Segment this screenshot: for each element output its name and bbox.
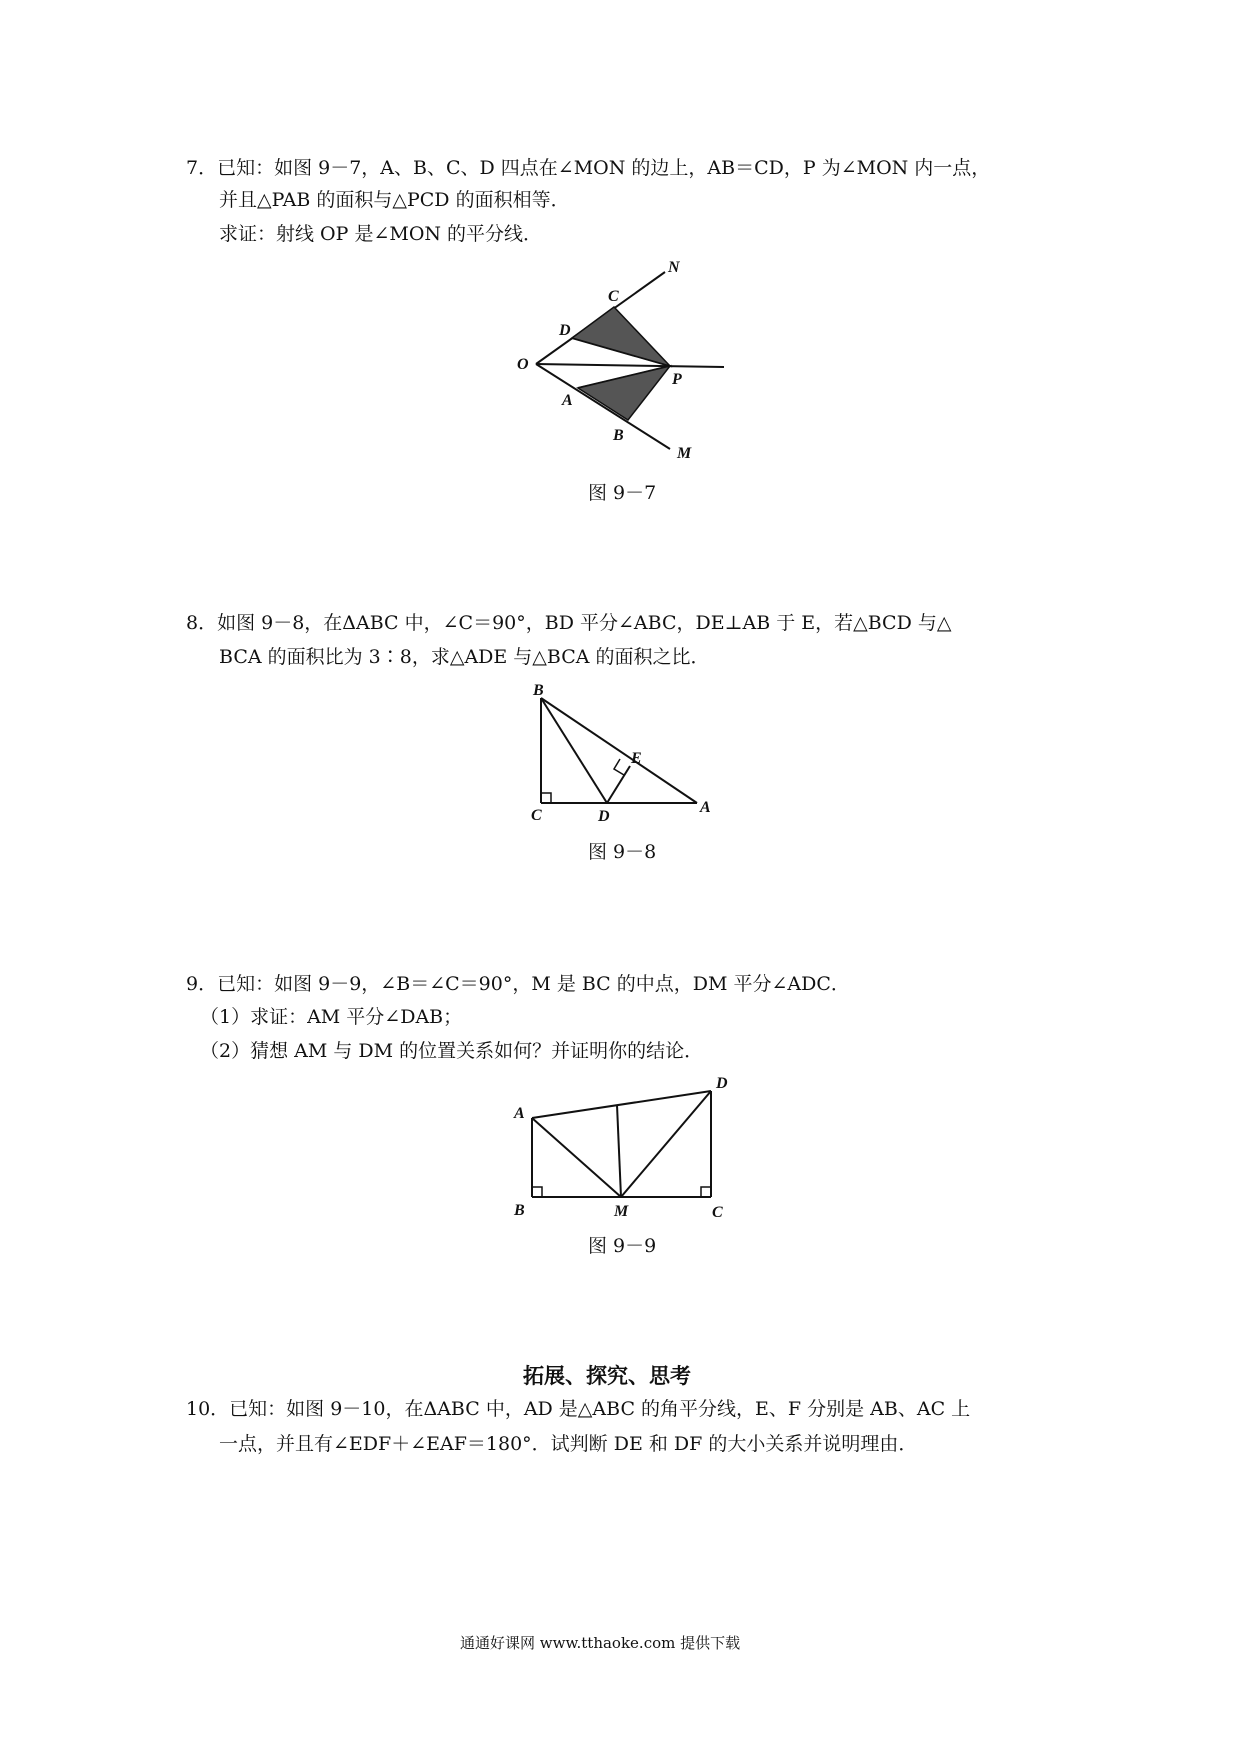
label-N: N [668, 259, 680, 276]
label-D: D [559, 322, 571, 339]
figure-9-7-caption: 图 9－7 [588, 482, 657, 504]
segment-mn [617, 1105, 621, 1197]
segment-am [532, 1118, 621, 1197]
ray-op [536, 364, 724, 367]
figure-9-7 [500, 255, 740, 470]
problem8-line1: 8．如图 9－8，在ΔABC 中，∠C＝90°，BD 平分∠ABC，DE⊥AB 于 E，若△BCD 与△ [186, 612, 952, 634]
figure-9-9 [508, 1072, 748, 1224]
problem9-line1: 9．已知：如图 9－9，∠B＝∠C＝90°，M 是 BC 的中点，DM 平分∠ADC． [186, 973, 850, 995]
problem7-line3: 求证：射线 OP 是∠MON 的平分线． [219, 223, 543, 245]
label-D: D [598, 808, 610, 825]
problem9-line2: （1）求证：AM 平分∠DAB； [200, 1006, 463, 1028]
label-B: B [514, 1202, 525, 1219]
section-heading: 拓展、探究、思考 [523, 1363, 691, 1388]
page-footer: 通通好课网 www.tthaoke.com 提供下载 [460, 1634, 741, 1652]
problem10-line2: 一点，并且有∠EDF＋∠EAF＝180°．试判断 DE 和 DF 的大小关系并说明理由． [219, 1433, 918, 1455]
problem8-line2: BCA 的面积比为 3∶8，求△ADE 与△BCA 的面积之比． [219, 646, 710, 668]
label-O: O [517, 356, 529, 373]
triangle-pab [578, 366, 670, 420]
triangle-pcd [572, 307, 670, 366]
label-M: M [677, 445, 692, 462]
problem10-line1: 10．已知：如图 9－10，在ΔABC 中，AD 是△ABC 的角平分线，E、F 分别是 AB、AC 上 [186, 1398, 971, 1420]
figure-9-8-caption: 图 9－8 [588, 841, 657, 863]
problem9-line3: （2）猜想 AM 与 DM 的位置关系如何？并证明你的结论． [200, 1040, 704, 1062]
label-A: A [514, 1105, 525, 1122]
figure-9-8 [525, 678, 725, 823]
label-B: B [533, 682, 544, 699]
side-ad [532, 1091, 711, 1118]
label-C: C [712, 1204, 723, 1221]
problem7-line1: 7．已知：如图 9－7，A、B、C、D 四点在∠MON 的边上，AB＝CD，P 为∠MON 内一点， [186, 157, 991, 179]
label-A: A [700, 799, 711, 816]
label-P: P [672, 371, 682, 388]
segment-bd [541, 698, 607, 803]
label-M: M [614, 1203, 629, 1220]
figure-9-9-caption: 图 9－9 [588, 1235, 657, 1257]
label-A: A [562, 392, 573, 409]
label-C: C [531, 807, 542, 824]
label-D: D [716, 1075, 728, 1092]
segment-dm [621, 1091, 711, 1197]
label-E: E [631, 750, 642, 767]
label-C: C [608, 288, 619, 305]
side-ab [541, 698, 697, 803]
label-B: B [613, 427, 624, 444]
problem7-line2: 并且△PAB 的面积与△PCD 的面积相等． [219, 189, 570, 211]
